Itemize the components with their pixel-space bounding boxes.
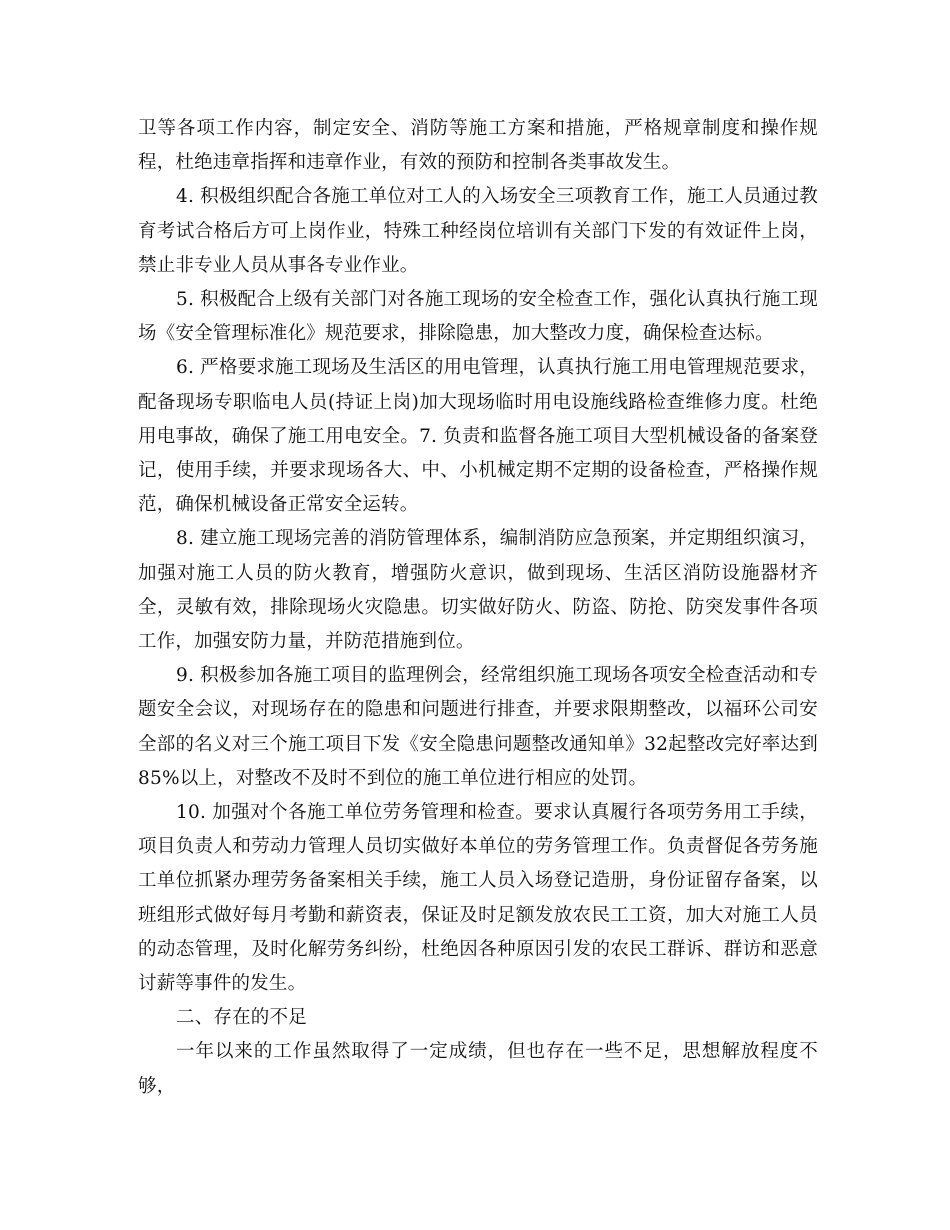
- paragraph-item-9: 9. 积极参加各施工项目的监理例会，经常组织施工现场各项安全检查活动和专题安全会议，对现场存在的隐患和问题进行排查，并要求限期整改，以福环公司安全部的名义对三个施工项目下发《安全隐患问题整改通知单》32起整改完好率达到85%以上，对整改不及时不到位的施工单位进行相应的处罚。: [138, 665, 818, 789]
- paragraph-continuation: 卫等各项工作内容，制定安全、消防等施工方案和措施，严格规章制度和操作规程，杜绝违章指挥和违章作业，有效的预防和控制各类事故发生。: [138, 118, 818, 174]
- paragraph-item-4: 4. 积极组织配合各施工单位对工人的入场安全三项教育工作，施工人员通过教育考试合格后方可上岗作业，特殊工种经岗位培训有关部门下发的有效证件上岗，禁止非专业人员从事各专业作业。: [138, 186, 818, 276]
- section-heading: 二、存在的不足: [176, 1007, 307, 1029]
- paragraph-item-6-7: 6. 严格要求施工现场及生活区的用电管理，认真执行施工用电管理规范要求，配备现场专职临电人员(持证上岗)加大现场临时用电设施线路检查维修力度。杜绝用电事故，确保了施工用电安全。7. 负责和监督各施工项目大型机械设备的备案登记，使用手续，并要求现场各大、中、小机械定期不定期的设备检查，严格操作规范，确保机械设备正常安全运转。: [138, 357, 818, 516]
- paragraph-item-8: 8. 建立施工现场完善的消防管理体系，编制消防应急预案，并定期组织演习，加强对施工人员的防火教育，增强防火意识，做到现场、生活区消防设施器材齐全，灵敏有效，排除现场火灾隐患。切实做好防火、防盗、防抢、防突发事件各项工作，加强安防力量，并防范措施到位。: [138, 528, 818, 653]
- closing-paragraph: 一年以来的工作虽然取得了一定成绩，但也存在一些不足，思想解放程度不够，: [138, 1041, 818, 1097]
- paragraph-item-5: 5. 积极配合上级有关部门对各施工现场的安全检查工作，强化认真执行施工现场《安全管理标准化》规范要求，排除隐患，加大整改力度，确保检查达标。: [138, 289, 818, 345]
- document-body: [138, 112, 818, 1104]
- paragraph-item-10: 10. 加强对个各施工单位劳务管理和检查。要求认真履行各项劳务用工手续，项目负责人和劳动力管理人员切实做好本单位的劳务管理工作。负责督促各劳务施工单位抓紧办理劳务备案相关手续，施工人员入场登记造册，身份证留存备案，以班组形式做好每月考勤和薪资表，保证及时足额发放农民工工资，加大对施工人员的动态管理，及时化解劳务纠纷，杜绝因各种原因引发的农民工群诉、群访和恶意讨薪等事件的发生。: [138, 802, 818, 995]
